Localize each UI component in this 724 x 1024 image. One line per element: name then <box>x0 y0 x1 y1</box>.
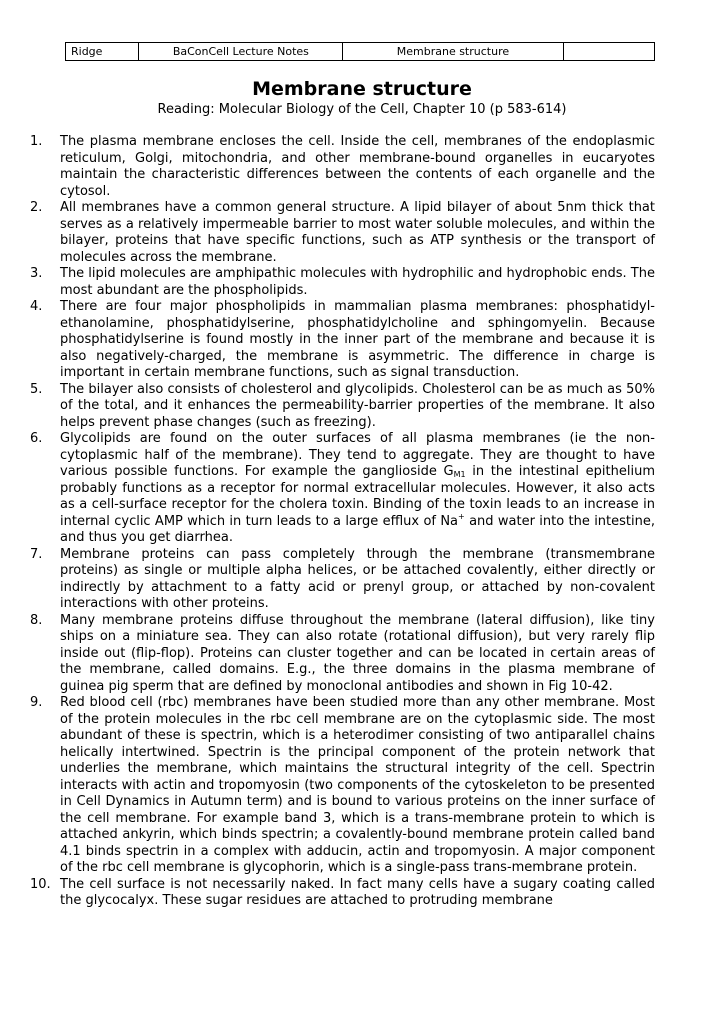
page-title: Membrane structure <box>252 78 472 100</box>
item-text: The cell surface is not necessarily naked. In fact many cells have a sugary coating called the glycocalyx. These sugar residues are attached to protruding membrane <box>60 876 655 908</box>
header-author: Ridge <box>66 43 139 61</box>
list-item <box>30 200 655 266</box>
item-number: 9. <box>30 695 43 710</box>
item-text: Red blood cell (rbc) membranes have been studied more than any other membrane. Most of the protein molecules in the rbc cell membrane are on the cytoplasmic side. The most abundant of these is spectrin, which is a heterodimer consisting of two antiparallel chains helically intertwined. Spectrin is the principal component of the protein network that underlies the membrane, which maintains the structural integrity of the cell. Spectrin interacts with actin and tropomyosin (two components of the cytoskeleton to be presented in Cell Dynamics in Autumn term) and is bound to various proteins on the inner surface of the cell membrane. For example band 3, which is a trans-membrane protein to which is attached ankyrin, which binds spectrin; a covalently-bound membrane protein called band 4.1 binds spectrin in a complex with adducin, actin and tropomyosin. A major component of the rbc cell membrane is glycophorin, which is a single-pass trans-membrane protein. <box>60 695 655 875</box>
item-text: The bilayer also consists of cholesterol and glycolipids. Cholesterol can be as much as 50% of the total, and it enhances the permeability-barrier properties of the membrane. It also helps prevent phase changes (such as freezing). <box>60 381 655 430</box>
list-item <box>30 381 655 432</box>
list-item <box>30 612 655 696</box>
item-number: 8. <box>30 612 43 628</box>
item-text: Membrane proteins can pass completely through the membrane (transmembrane proteins) as single or multiple alpha helices, or be attached covalently, either directly or indirectly by attachment to a fatty acid or prenyl group, or attached by non-covalent interactions with other proteins. <box>60 546 655 611</box>
item-text: Glycolipids are found on the outer surfaces of all plasma membranes (ie the non-cytoplasmic half of the membrane). They tend to aggregate. They are thought to have various possible functions. For example the ganglioside G <box>60 431 655 479</box>
item-text: There are four major phospholipids in mammalian plasma membranes: phosphatidyl-ethanolamine, phosphatidylserine, phosphatidylcholine and sphingomyelin. Because phosphatidylserine is found mostly in the inner part of the membrane and because it is also negatively-charged, the membrane is asymmetric. The difference in charge is important in certain membrane functions, such as signal transduction. <box>60 299 655 380</box>
item-number: 7. <box>30 546 43 562</box>
header-row <box>66 43 655 61</box>
list-item <box>30 695 655 877</box>
item-number: 1. <box>30 134 43 149</box>
item-number: 6. <box>30 431 43 446</box>
item-number: 4. <box>30 299 43 314</box>
list-item <box>30 546 655 613</box>
notes-list <box>30 134 655 910</box>
header-empty-cell <box>563 43 655 61</box>
list-item <box>30 299 655 382</box>
list-item <box>30 876 655 910</box>
item-text: All membranes have a common general structure. A lipid bilayer of about 5nm thick that serves as a relatively impermeable barrier to most water soluble molecules, and within the bilayer, proteins that have specific functions, such as ATP synthesis or the transport of molecules across the membrane. <box>60 200 655 265</box>
item-number: 2. <box>30 200 43 215</box>
reading-reference: Reading: Molecular Biology of the Cell, Chapter 10 (p 583-614) <box>157 102 567 117</box>
item-number: 10. <box>30 876 51 892</box>
list-item <box>30 266 655 299</box>
header-table <box>65 42 655 61</box>
item-number: 5. <box>30 381 43 397</box>
item-text: in the intestinal epithelium probably functions as a receptor for normal extracellular molecules. However, it also acts as a cell-surface receptor for the cholera toxin. Binding of the toxin leads to an increase in internal cyclic AMP which in turn leads to a large efflux of Na <box>60 464 655 529</box>
item-text: and water into the intestine, and thus you get diarrhea. <box>60 513 655 545</box>
list-item <box>30 431 655 547</box>
list-item <box>30 134 655 200</box>
item-text: The lipid molecules are amphipathic molecules with hydrophilic and hydrophobic ends. The most abundant are the phospholipids. <box>60 266 655 298</box>
item-text: Many membrane proteins diffuse throughout the membrane (lateral diffusion), like tiny ships on a miniature sea. They can also rotate (rotational diffusion), but very rarely flip inside out (flip-flop). Proteins can cluster together and can be located in certain areas of the membrane, called domains. E.g., the three domains in the plasma membrane of guinea pig sperm that are defined by monoclonal antibodies and shown in Fig 10-42. <box>60 612 655 694</box>
sodium-charge-superscript: + <box>458 511 465 521</box>
ganglioside-subscript: M1 <box>453 470 466 479</box>
item-number: 3. <box>30 266 43 281</box>
item-text: The plasma membrane encloses the cell. Inside the cell, membranes of the endoplasmic reticulum, Golgi, mitochondria, and other membrane-bound organelles in eucaryotes maintain the characteristic differences between the contents of each organelle and the cytosol. <box>60 134 655 199</box>
header-topic: Membrane structure <box>343 43 563 61</box>
header-course: BaConCell Lecture Notes <box>139 43 343 61</box>
